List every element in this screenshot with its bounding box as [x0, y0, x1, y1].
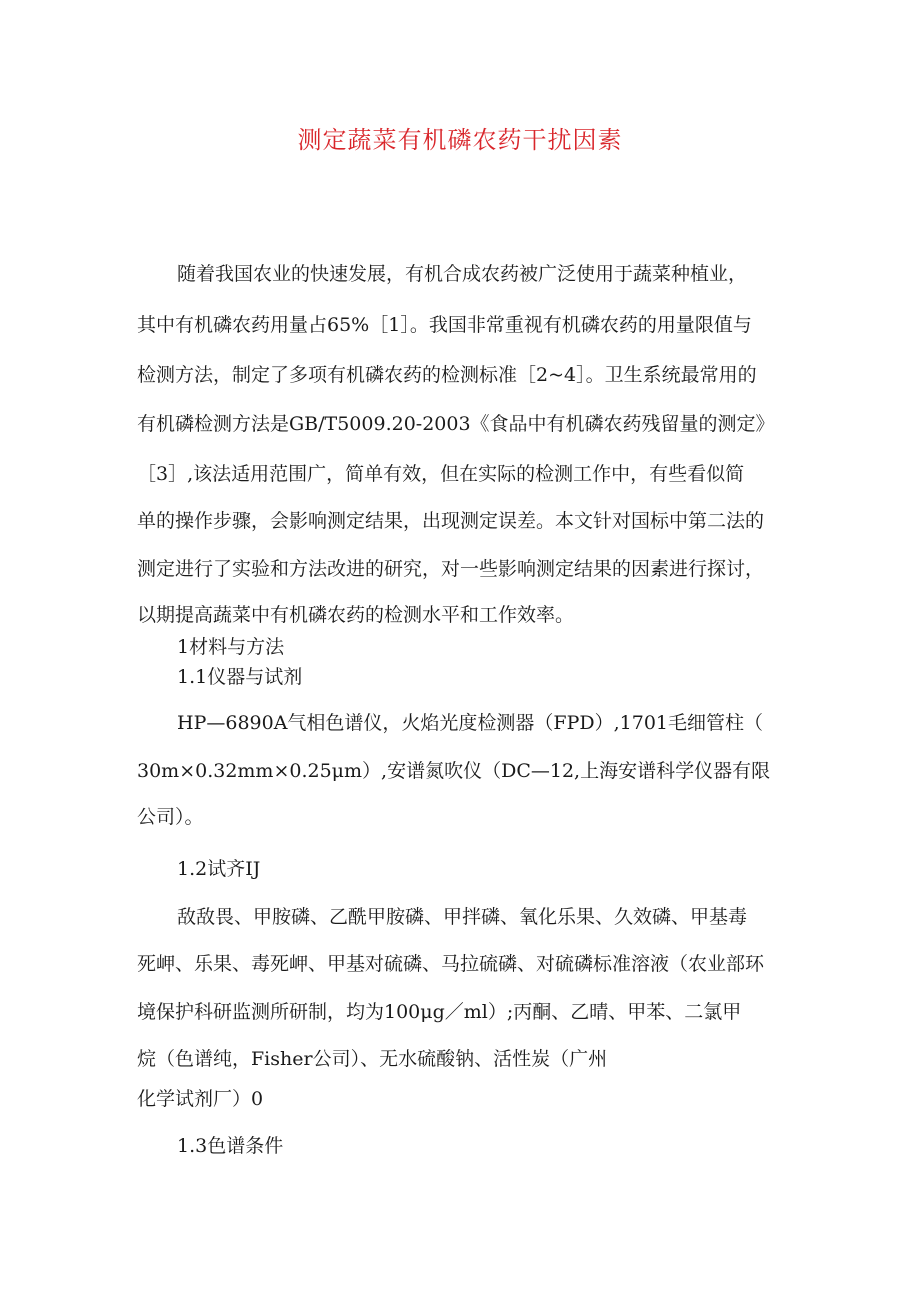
paragraph-line: 随着我国农业的快速发展，有机合成农药被广泛使用于蔬菜种植业，	[177, 263, 748, 285]
paragraph-line: 其中有机磷农药用量占65%［1］。我国非常重视有机磷农药的用量限值与	[137, 314, 752, 336]
paragraph-line: 死岬、乐果、毒死岬、甲基对硫磷、马拉硫磷、对硫磷标准溶液（农业部环	[137, 953, 765, 975]
paragraph-line: ［3］,该法适用范围广，简单有效，但在实际的检测工作中，有些看似简	[137, 463, 745, 485]
paragraph-line: 以期提高蔬菜中有机磷农药的检测水平和工作效率。	[137, 604, 575, 626]
paragraph-line: 境保护科研监测所研制，均为100μg／ml）;丙酮、乙晴、甲苯、二氯甲	[137, 1001, 742, 1023]
paragraph-line: 测定进行了实验和方法改进的研究，对一些影响测定结果的因素进行探讨，	[137, 558, 765, 580]
paragraph-line: 敌敌畏、甲胺磷、乙酰甲胺磷、甲拌磷、氧化乐果、久效磷、甲基毒	[177, 906, 748, 928]
document-title: 测定蔬菜有机磷农药干扰因素	[297, 126, 623, 154]
paragraph-line: HP—6890A气相色谱仪，火焰光度检测器（FPD）,1701毛细管柱（	[177, 712, 764, 734]
paragraph-line: 公司）。	[137, 806, 204, 828]
paragraph-line: 有机磷检测方法是GB/T5009.20-2003《食品中有机磷农药残留量的测定》	[137, 413, 775, 435]
paragraph-line: 化学试剂厂）0	[137, 1088, 264, 1110]
paragraph-line: 30m×0.32mm×0.25μm）,安谱氮吹仪（DC—12,上海安谱科学仪器有限	[137, 760, 771, 782]
subsection-heading: 1.1仪器与试剂	[177, 666, 303, 688]
subsection-heading: 1.2试齐IJ	[177, 858, 261, 880]
section-heading: 1材料与方法	[177, 636, 285, 658]
paragraph-line: 烷（色谱纯，Fisher公司）、无水硫酸钠、活性炭（广州	[137, 1048, 608, 1070]
paragraph-line: 单的操作步骤，会影响测定结果，出现测定误差。本文针对国标中第二法的	[137, 510, 765, 532]
subsection-heading: 1.3色谱条件	[177, 1135, 284, 1157]
paragraph-line: 检测方法，制定了多项有机磷农药的检测标准［2~4］。卫生系统最常用的	[137, 364, 757, 386]
